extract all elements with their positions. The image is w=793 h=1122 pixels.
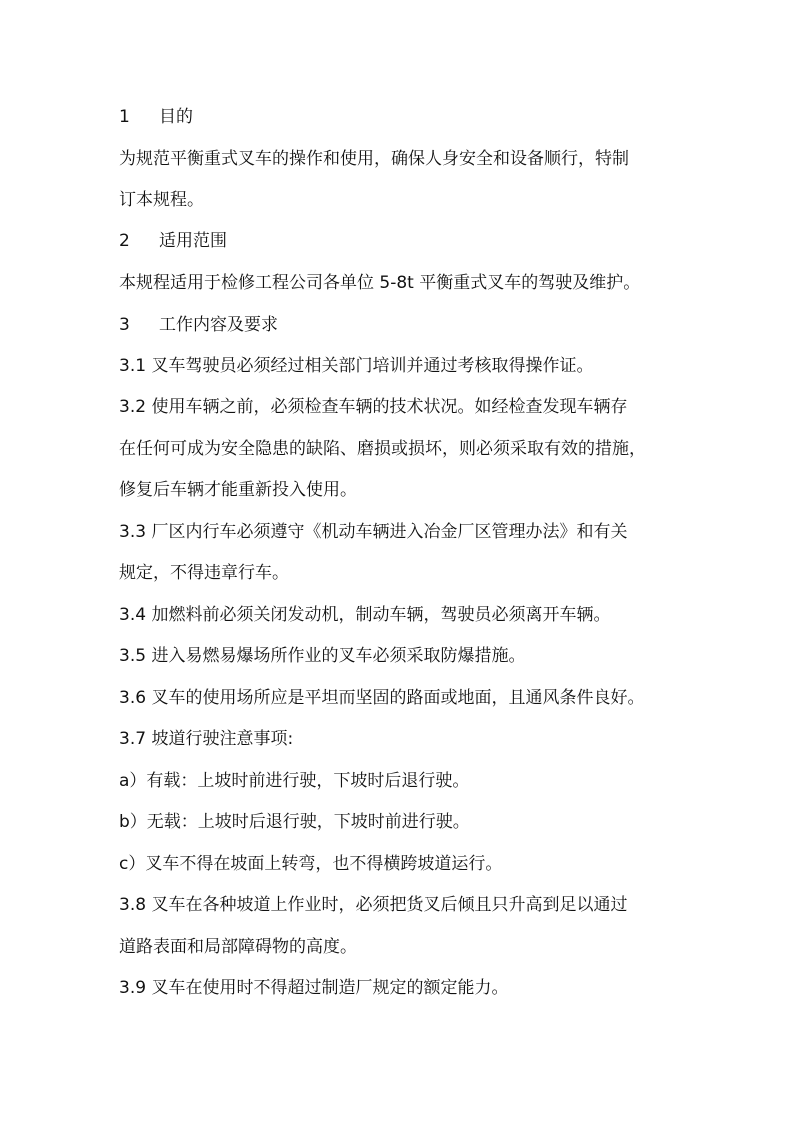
clause-3-9: 3.9 叉车在使用时不得超过制造厂规定的额定能力。 — [119, 978, 509, 998]
clause-3-8-line-1: 3.8 叉车在各种坡道上作业时，必须把货叉后倾且只升高到足以通过 — [119, 895, 628, 915]
section-heading-scope — [119, 229, 227, 253]
purpose-text-line-2: 订本规程。 — [119, 190, 204, 210]
clause-3-2-line-1: 3.2 使用车辆之前，必须检查车辆的技术状况。如经检查发现车辆存 — [119, 397, 628, 417]
section-title: 工作内容及要求 — [159, 315, 278, 335]
clause-3-4: 3.4 加燃料前必须关闭发动机，制动车辆，驾驶员必须离开车辆。 — [119, 605, 611, 625]
clause-3-3-line-2: 规定，不得违章行车。 — [119, 563, 289, 583]
clause-3-7-a: a）有载：上坡时前进行驶，下坡时后退行驶。 — [119, 771, 470, 791]
clause-3-7-c: c）叉车不得在坡面上转弯，也不得横跨坡道运行。 — [119, 854, 503, 874]
clause-3-7-b: b）无载：上坡时后退行驶，下坡时前进行驶。 — [119, 812, 470, 832]
section-title: 目的 — [159, 107, 193, 127]
section-number: 1 — [119, 107, 130, 127]
clause-3-6: 3.6 叉车的使用场所应是平坦而坚固的路面或地面，且通风条件良好。 — [119, 688, 645, 708]
section-heading-purpose — [119, 105, 193, 129]
section-number: 2 — [119, 231, 130, 251]
section-title: 适用范围 — [159, 231, 227, 251]
section-number: 3 — [119, 315, 130, 335]
clause-3-5: 3.5 进入易燃易爆场所作业的叉车必须采取防爆措施。 — [119, 646, 526, 666]
clause-3-8-line-2: 道路表面和局部障碍物的高度。 — [119, 937, 357, 957]
section-heading-requirements — [119, 313, 278, 337]
scope-text: 本规程适用于检修工程公司各单位 5-8t 平衡重式叉车的驾驶及维护。 — [119, 273, 641, 293]
purpose-text-line-1: 为规范平衡重式叉车的操作和使用，确保人身安全和设备顺行，特制 — [119, 149, 629, 169]
clause-3-7-heading: 3.7 坡道行驶注意事项: — [119, 729, 294, 749]
clause-3-1: 3.1 叉车驾驶员必须经过相关部门培训并通过考核取得操作证。 — [119, 356, 594, 376]
clause-3-2-line-2: 在任何可成为安全隐患的缺陷、磨损或损坏，则必须采取有效的措施， — [119, 439, 646, 459]
clause-3-3-line-1: 3.3 厂区内行车必须遵守《机动车辆进入冶金厂区管理办法》和有关 — [119, 522, 628, 542]
clause-3-2-line-3: 修复后车辆才能重新投入使用。 — [119, 480, 357, 500]
